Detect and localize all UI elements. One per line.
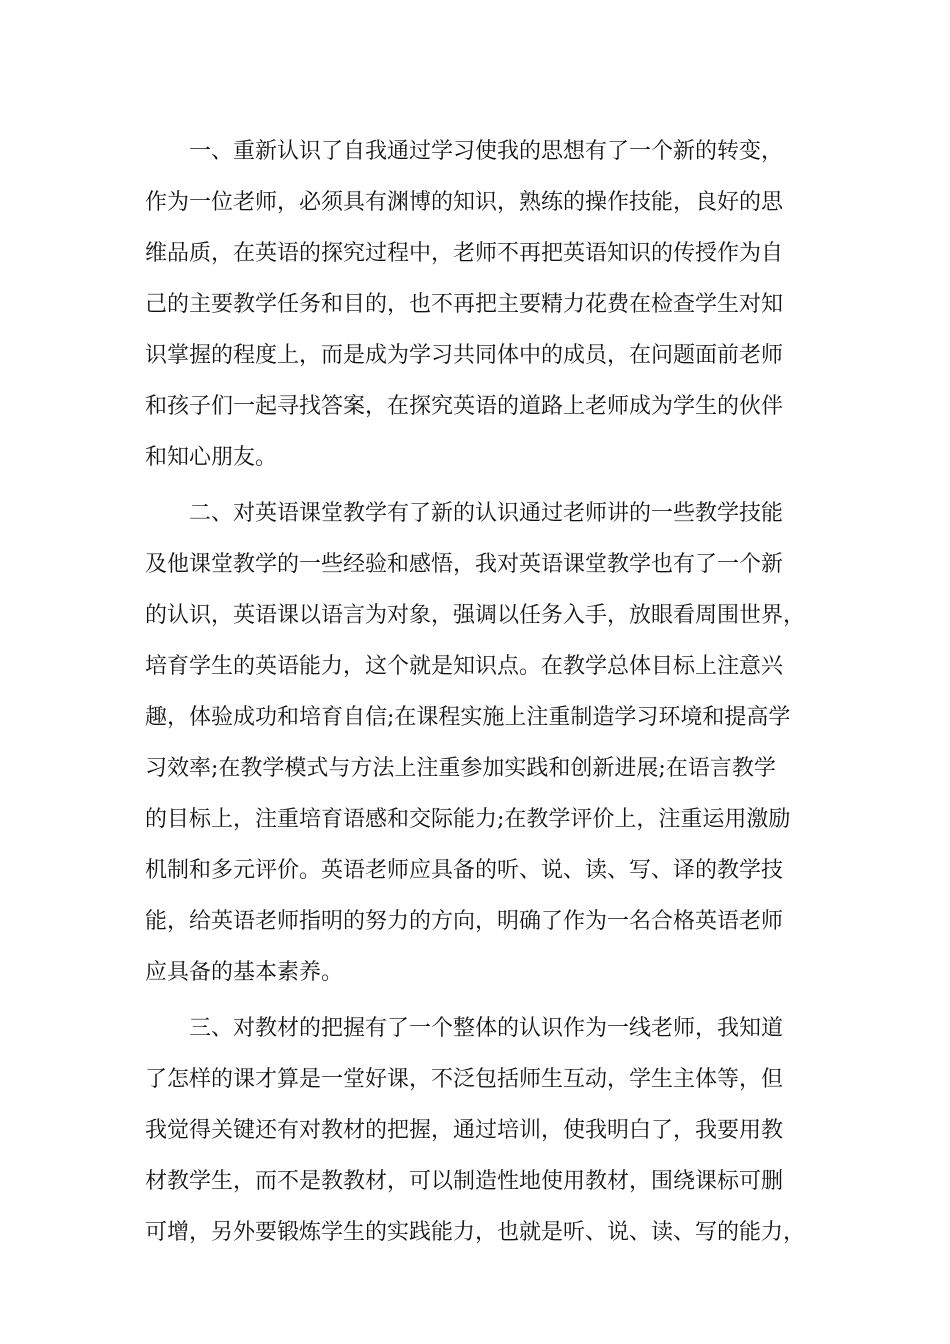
text-line: 应具备的基本素养。 [145, 960, 344, 985]
text-line: 能，给英语老师指明的努力的方向，明确了作为一名合格英语老师 [145, 909, 784, 934]
text-line: 材教学生，而不是教教材，可以制造性地使用教材，围绕课标可删 [145, 1169, 784, 1194]
document-body [145, 126, 835, 1258]
text-line: 己的主要教学任务和目的，也不再把主要精力花费在检查学生对知 [145, 292, 784, 317]
text-line: 趣，体验成功和培育自信;在课程实施上注重制造学习环境和提高学 [145, 705, 791, 730]
text-line: 维品质，在英语的探究过程中，老师不再把英语知识的传授作为自 [145, 241, 784, 266]
text-line: 的目标上，注重培育语感和交际能力;在教学评价上，注重运用激励 [145, 807, 791, 832]
text-line: 的认识，英语课以语言为对象，强调以任务入手，放眼看周围世界， [145, 603, 806, 628]
text-line: 一、重新认识了自我通过学习使我的思想有了一个新的转变， [145, 139, 784, 164]
paragraph-2 [145, 488, 835, 998]
paragraph-1 [145, 126, 835, 483]
text-line: 及他课堂教学的一些经验和感悟，我对英语课堂教学也有了一个新 [145, 552, 784, 577]
text-line: 和知心朋友。 [145, 445, 278, 470]
text-line: 培育学生的英语能力，这个就是知识点。在教学总体目标上注意兴 [145, 654, 784, 679]
text-line: 作为一位老师，必须具有渊博的知识，熟练的操作技能，良好的思 [145, 190, 784, 215]
text-line: 二、对英语课堂教学有了新的认识通过老师讲的一些教学技能 [145, 501, 784, 526]
text-line: 习效率;在教学模式与方法上注重参加实践和创新进展;在语言教学 [145, 756, 776, 781]
paragraph-3 [145, 1003, 835, 1258]
text-line: 机制和多元评价。英语老师应具备的听、说、读、写、译的教学技 [145, 858, 784, 883]
text-line: 了怎样的课才算是一堂好课，不泛包括师生互动，学生主体等，但 [145, 1067, 784, 1092]
text-line: 可增，另外要锻炼学生的实践能力，也就是听、说、读、写的能力， [145, 1220, 806, 1245]
text-line: 三、对教材的把握有了一个整体的认识作为一线老师，我知道 [145, 1016, 784, 1041]
text-line: 识掌握的程度上，而是成为学习共同体中的成员，在问题面前老师 [145, 343, 784, 368]
text-line: 我觉得关键还有对教材的把握，通过培训，使我明白了，我要用教 [145, 1118, 784, 1143]
text-line: 和孩子们一起寻找答案，在探究英语的道路上老师成为学生的伙伴 [145, 394, 784, 419]
